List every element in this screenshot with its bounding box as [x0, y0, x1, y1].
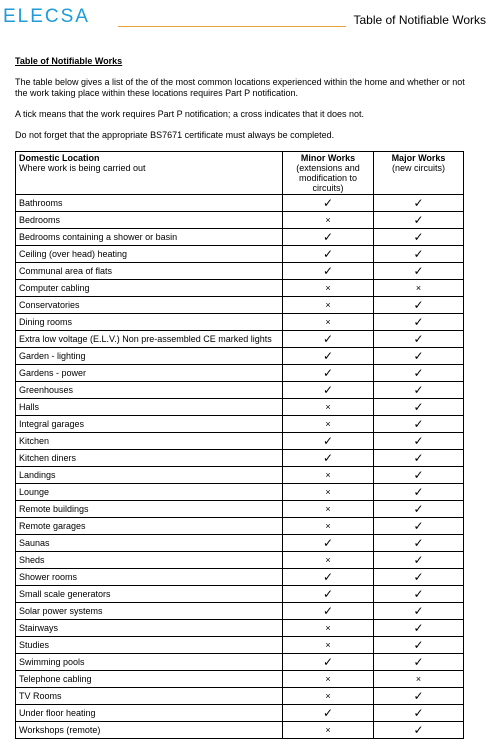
- major-works-cell: [374, 195, 464, 212]
- major-works-cell: [374, 671, 464, 688]
- minor-works-cell: [283, 297, 374, 314]
- header-location: [16, 152, 283, 195]
- header-minor-sub: (extensions and modification to circuits): [296, 163, 360, 193]
- tick-icon: ✓: [322, 569, 334, 584]
- location-cell: Kitchen diners: [16, 450, 283, 467]
- tick-icon: ✓: [413, 399, 424, 414]
- table-row: [16, 518, 464, 535]
- location-cell: Swimming pools: [16, 654, 283, 671]
- location-cell: Landings: [16, 467, 283, 484]
- table-row: [16, 365, 464, 382]
- table-row: [16, 501, 464, 518]
- location-cell: Gardens - power: [16, 365, 283, 382]
- tick-icon: ✓: [322, 263, 334, 278]
- header-location-title: Domestic Location: [19, 153, 100, 163]
- minor-works-cell: [283, 722, 374, 739]
- tick-icon: ✓: [322, 450, 334, 465]
- major-works-cell: [374, 297, 464, 314]
- header-major-title: Major Works: [391, 153, 446, 163]
- location-cell: Sheds: [16, 552, 283, 569]
- cross-icon: ×: [325, 300, 331, 310]
- table-row: [16, 688, 464, 705]
- major-works-cell: [374, 535, 464, 552]
- tick-icon: ✓: [413, 263, 424, 278]
- tick-icon: ✓: [413, 382, 424, 397]
- minor-works-cell: [283, 246, 374, 263]
- elecsa-logo: ELECSA: [3, 6, 90, 27]
- major-works-cell: [374, 331, 464, 348]
- minor-works-cell: [283, 263, 374, 280]
- minor-works-cell: [283, 450, 374, 467]
- location-cell: Bedrooms containing a shower or basin: [16, 229, 283, 246]
- table-row: [16, 552, 464, 569]
- cross-icon: ×: [325, 725, 331, 735]
- minor-works-cell: [283, 382, 374, 399]
- tick-icon: ✓: [413, 722, 424, 737]
- tick-icon: ✓: [413, 365, 424, 380]
- cross-icon: ×: [325, 504, 331, 514]
- tick-icon: ✓: [413, 433, 424, 448]
- major-works-cell: [374, 229, 464, 246]
- minor-works-cell: [283, 637, 374, 654]
- minor-works-cell: [283, 620, 374, 637]
- tick-icon: ✓: [413, 416, 424, 431]
- minor-works-cell: [283, 569, 374, 586]
- tick-icon: ✓: [322, 382, 334, 397]
- tick-icon: ✓: [413, 535, 424, 550]
- notifiable-works-table: [15, 151, 464, 739]
- cross-icon: ×: [325, 674, 331, 684]
- location-cell: Remote buildings: [16, 501, 283, 518]
- tick-icon: ✓: [322, 348, 334, 363]
- tick-icon: ✓: [322, 365, 334, 380]
- intro-paragraph: The table below gives a list of the of the most common locations experienced within the home and whether or not the work taking place within these locations requires Part P notification.: [15, 77, 465, 98]
- major-works-cell: [374, 569, 464, 586]
- minor-works-cell: [283, 399, 374, 416]
- table-row: [16, 280, 464, 297]
- location-cell: Garden - lighting: [16, 348, 283, 365]
- major-works-cell: [374, 314, 464, 331]
- location-cell: Studies: [16, 637, 283, 654]
- tick-icon: ✓: [413, 314, 424, 329]
- tick-icon: ✓: [413, 195, 424, 210]
- section-title: Table of Notifiable Works: [15, 56, 123, 66]
- major-works-cell: [374, 399, 464, 416]
- table-row: [16, 212, 464, 229]
- table-body: [16, 195, 464, 739]
- tick-icon: ✓: [322, 246, 334, 261]
- tick-icon: ✓: [413, 212, 424, 227]
- minor-works-cell: [283, 195, 374, 212]
- minor-works-cell: [283, 501, 374, 518]
- cross-icon: ×: [325, 640, 331, 650]
- location-cell: Extra low voltage (E.L.V.) Non pre-assembled CE marked lights: [16, 331, 283, 348]
- major-works-cell: [374, 348, 464, 365]
- table-row: [16, 467, 464, 484]
- major-works-cell: [374, 722, 464, 739]
- minor-works-cell: [283, 688, 374, 705]
- major-works-cell: [374, 654, 464, 671]
- table-row: [16, 450, 464, 467]
- cross-icon: ×: [325, 419, 331, 429]
- table-row: [16, 722, 464, 739]
- header-title: Table of Notifiable Works: [353, 13, 486, 27]
- major-works-cell: [374, 620, 464, 637]
- major-works-cell: [374, 552, 464, 569]
- minor-works-cell: [283, 671, 374, 688]
- page-content: [15, 56, 467, 739]
- header-major-works: [374, 152, 464, 195]
- location-cell: Ceiling (over head) heating: [16, 246, 283, 263]
- cross-icon: ×: [325, 691, 331, 701]
- minor-works-cell: [283, 467, 374, 484]
- major-works-cell: [374, 450, 464, 467]
- location-cell: Kitchen: [16, 433, 283, 450]
- table-row: [16, 314, 464, 331]
- minor-works-cell: [283, 484, 374, 501]
- tick-icon: ✓: [413, 450, 424, 465]
- location-cell: Computer cabling: [16, 280, 283, 297]
- tick-icon: ✓: [413, 569, 424, 584]
- cross-icon: ×: [325, 487, 331, 497]
- minor-works-cell: [283, 331, 374, 348]
- table-row: [16, 195, 464, 212]
- minor-works-cell: [283, 552, 374, 569]
- cross-icon: ×: [325, 555, 331, 565]
- major-works-cell: [374, 365, 464, 382]
- table-row: [16, 297, 464, 314]
- minor-works-cell: [283, 314, 374, 331]
- tick-icon: ✓: [413, 348, 424, 363]
- tick-icon: ✓: [413, 637, 424, 652]
- location-cell: Remote garages: [16, 518, 283, 535]
- minor-works-cell: [283, 212, 374, 229]
- cross-icon: ×: [325, 402, 331, 412]
- header-location-sub: Where work is being carried out: [19, 163, 146, 173]
- table-row: [16, 433, 464, 450]
- minor-works-cell: [283, 365, 374, 382]
- tick-icon: ✓: [322, 654, 334, 669]
- table-row: [16, 637, 464, 654]
- location-cell: Bathrooms: [16, 195, 283, 212]
- major-works-cell: [374, 382, 464, 399]
- certificate-note: Do not forget that the appropriate BS7671 certificate must always be completed.: [15, 130, 335, 140]
- major-works-cell: [374, 280, 464, 297]
- minor-works-cell: [283, 433, 374, 450]
- minor-works-cell: [283, 416, 374, 433]
- minor-works-cell: [283, 280, 374, 297]
- tick-icon: ✓: [322, 195, 334, 210]
- table-row: [16, 535, 464, 552]
- minor-works-cell: [283, 518, 374, 535]
- location-cell: Shower rooms: [16, 569, 283, 586]
- tick-icon: ✓: [413, 229, 424, 244]
- tick-icon: ✓: [322, 535, 334, 550]
- table-row: [16, 671, 464, 688]
- table-row: [16, 229, 464, 246]
- page-header: [0, 0, 491, 34]
- tick-icon: ✓: [322, 586, 334, 601]
- table-row: [16, 382, 464, 399]
- tick-icon: ✓: [413, 501, 424, 516]
- location-cell: Conservatories: [16, 297, 283, 314]
- cross-icon: ×: [415, 674, 422, 684]
- minor-works-cell: [283, 603, 374, 620]
- major-works-cell: [374, 518, 464, 535]
- minor-works-cell: [283, 705, 374, 722]
- cross-icon: ×: [325, 470, 331, 480]
- major-works-cell: [374, 416, 464, 433]
- table-row: [16, 705, 464, 722]
- tick-icon: ✓: [413, 688, 424, 703]
- table-row: [16, 263, 464, 280]
- location-cell: Small scale generators: [16, 586, 283, 603]
- major-works-cell: [374, 586, 464, 603]
- table-row: [16, 654, 464, 671]
- tick-icon: ✓: [322, 331, 334, 346]
- minor-works-cell: [283, 229, 374, 246]
- header-minor-works: [283, 152, 374, 195]
- minor-works-cell: [283, 654, 374, 671]
- location-cell: Communal area of flats: [16, 263, 283, 280]
- tick-icon: ✓: [413, 552, 424, 567]
- cross-icon: ×: [415, 283, 422, 293]
- cross-icon: ×: [325, 623, 331, 633]
- table-header-row: [16, 152, 464, 195]
- tick-icon: ✓: [413, 705, 424, 720]
- table-row: [16, 331, 464, 348]
- location-cell: Halls: [16, 399, 283, 416]
- major-works-cell: [374, 501, 464, 518]
- tick-icon: ✓: [413, 331, 424, 346]
- major-works-cell: [374, 212, 464, 229]
- table-row: [16, 246, 464, 263]
- cross-icon: ×: [325, 215, 331, 225]
- cross-icon: ×: [325, 317, 331, 327]
- major-works-cell: [374, 246, 464, 263]
- tick-icon: ✓: [413, 484, 424, 499]
- header-major-sub: (new circuits): [391, 163, 445, 173]
- location-cell: Integral garages: [16, 416, 283, 433]
- cross-icon: ×: [325, 521, 331, 531]
- cross-icon: ×: [325, 283, 331, 293]
- minor-works-cell: [283, 535, 374, 552]
- location-cell: Telephone cabling: [16, 671, 283, 688]
- legend-paragraph: A tick means that the work requires Part P notification; a cross indicates that it does not.: [15, 109, 365, 119]
- major-works-cell: [374, 637, 464, 654]
- tick-icon: ✓: [413, 518, 424, 533]
- tick-icon: ✓: [413, 654, 424, 669]
- tick-icon: ✓: [413, 603, 424, 618]
- tick-icon: ✓: [413, 467, 424, 482]
- table-row: [16, 484, 464, 501]
- location-cell: Workshops (remote): [16, 722, 283, 739]
- tick-icon: ✓: [322, 229, 334, 244]
- major-works-cell: [374, 484, 464, 501]
- major-works-cell: [374, 705, 464, 722]
- tick-icon: ✓: [413, 297, 424, 312]
- major-works-cell: [374, 263, 464, 280]
- location-cell: Saunas: [16, 535, 283, 552]
- table-row: [16, 620, 464, 637]
- location-cell: Under floor heating: [16, 705, 283, 722]
- tick-icon: ✓: [322, 705, 334, 720]
- major-works-cell: [374, 603, 464, 620]
- header-rule: [118, 26, 346, 27]
- tick-icon: ✓: [413, 620, 424, 635]
- major-works-cell: [374, 688, 464, 705]
- tick-icon: ✓: [322, 433, 334, 448]
- table-row: [16, 399, 464, 416]
- table-row: [16, 603, 464, 620]
- location-cell: TV Rooms: [16, 688, 283, 705]
- location-cell: Lounge: [16, 484, 283, 501]
- location-cell: Solar power systems: [16, 603, 283, 620]
- location-cell: Greenhouses: [16, 382, 283, 399]
- major-works-cell: [374, 467, 464, 484]
- major-works-cell: [374, 433, 464, 450]
- location-cell: Bedrooms: [16, 212, 283, 229]
- location-cell: Stairways: [16, 620, 283, 637]
- table-row: [16, 416, 464, 433]
- tick-icon: ✓: [322, 603, 334, 618]
- location-cell: Dining rooms: [16, 314, 283, 331]
- table-row: [16, 569, 464, 586]
- table-row: [16, 348, 464, 365]
- minor-works-cell: [283, 348, 374, 365]
- tick-icon: ✓: [413, 586, 424, 601]
- header-minor-title: Minor Works: [300, 153, 356, 163]
- tick-icon: ✓: [413, 246, 424, 261]
- minor-works-cell: [283, 586, 374, 603]
- table-row: [16, 586, 464, 603]
